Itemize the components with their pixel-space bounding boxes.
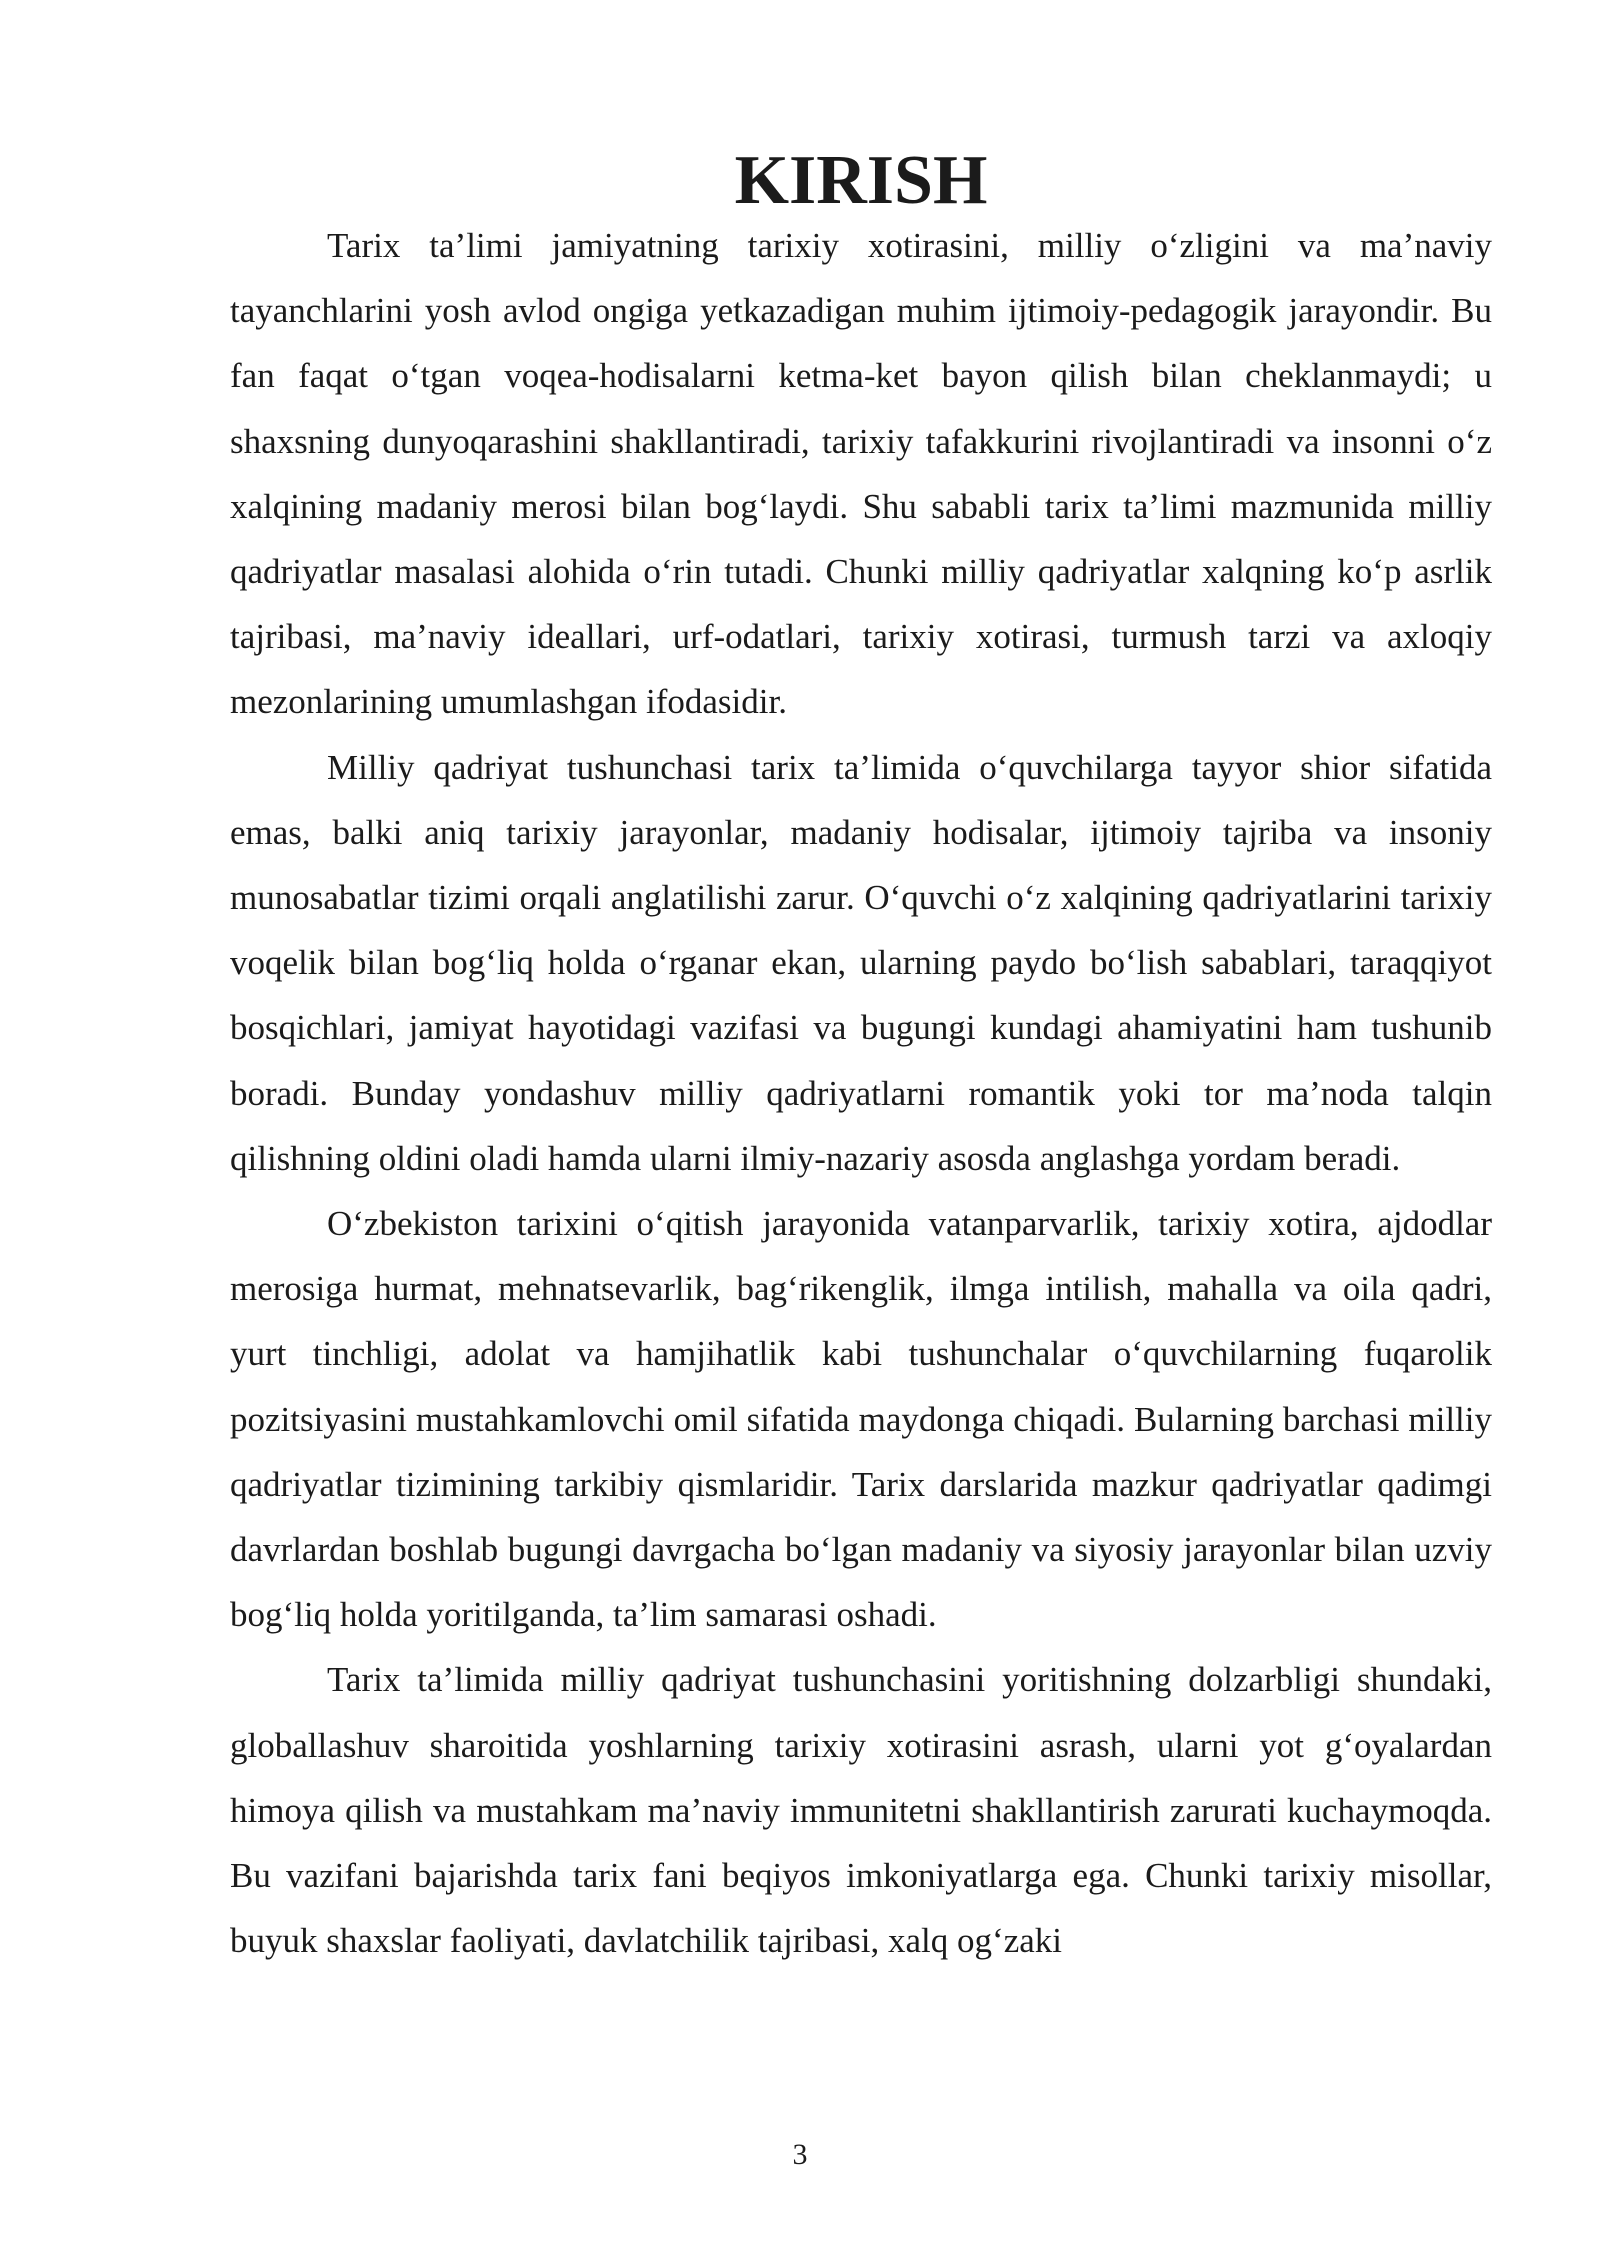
paragraph-3: O‘zbekiston tarixini o‘qitish jarayonida vatanparvarlik, tarixiy xotira, ajdodlar merosiga hurmat, mehnatsevarlik, bag‘rikenglik, ilmga intilish, mahalla va oila qadri, yurt tinchligi, adolat va hamjihatlik kabi tushunchalar o‘quvchilarning fuqarolik pozitsiyasini mustahkamlovchi omil sifatida maydonga chiqadi. Bularning barchasi milliy qadriyatlar tizimining tarkibiy qismlaridir. Tarix darslarida mazkur qadriyatlar qadimgi davrlardan boshlab bugungi davrgacha bo‘lgan madaniy va siyosiy jarayonlar bilan uzviy bog‘liq holda yoritilganda, ta’lim samarasi oshadi. <box>230 1204 1492 1635</box>
paragraph-4: Tarix ta’limida milliy qadriyat tushunchasini yoritishning dolzarbligi shundaki, globallashuv sharoitida yoshlarning tarixiy xotirasini asrash, ularni yot g‘oyalardan himoya qilish va mustahkam ma’naviy immunitetni shakllantirish zarurati kuchaymoqda. Bu vazifani bajarishda tarix fani beqiyos imkoniyatlarga ega. Chunki tarixiy misollar, buyuk shaxslar faoliyati, davlatchilik tajribasi, xalq og‘zaki <box>230 1660 1492 1961</box>
paragraph-1: Tarix ta’limi jamiyatning tarixiy xotirasini, milliy o‘zligini va ma’naviy tayanchlarini yosh avlod ongiga yetkazadigan muhim ijtimoiy-pedagogik jarayondir. Bu fan faqat o‘tgan voqea-hodisalarni ketma-ket bayon qilish bilan cheklanmaydi; u shaxsning dunyoqarashini shakllantiradi, tarixiy tafakkurini rivojlantiradi va insonni o‘z xalqining madaniy merosi bilan bog‘laydi. Shu sababli tarix ta’limi mazmunida milliy qadriyatlar masalasi alohida o‘rin tutadi. Chunki milliy qadriyatlar xalqning ko‘p asrlik tajribasi, ma’naviy ideallari, urf-odatlari, tarixiy xotirasi, turmush tarzi va axloqiy mezonlarining umumlashgan ifodasidir. <box>230 226 1492 722</box>
document-body <box>230 142 1492 1973</box>
section-title: KIRISH <box>734 142 988 219</box>
page-number: 3 <box>792 2138 808 2171</box>
paragraph-2: Milliy qadriyat tushunchasi tarix ta’limida o‘quvchilarga tayyor shior sifatida emas, balki aniq tarixiy jarayonlar, madaniy hodisalar, ijtimoiy tajriba va insoniy munosabatlar tizimi orqali anglatilishi zarur. O‘quvchi o‘z xalqining qadriyatlarini tarixiy voqelik bilan bog‘liq holda o‘rganar ekan, ularning paydo bo‘lish sabablari, taraqqiyot bosqichlari, jamiyat hayotidagi vazifasi va bugungi kundagi ahamiyatini ham tushunib boradi. Bunday yondashuv milliy qadriyatlarni romantik yoki tor ma’noda talqin qilishning oldini oladi hamda ularni ilmiy-nazariy asosda anglashga yordam beradi. <box>230 747 1492 1178</box>
